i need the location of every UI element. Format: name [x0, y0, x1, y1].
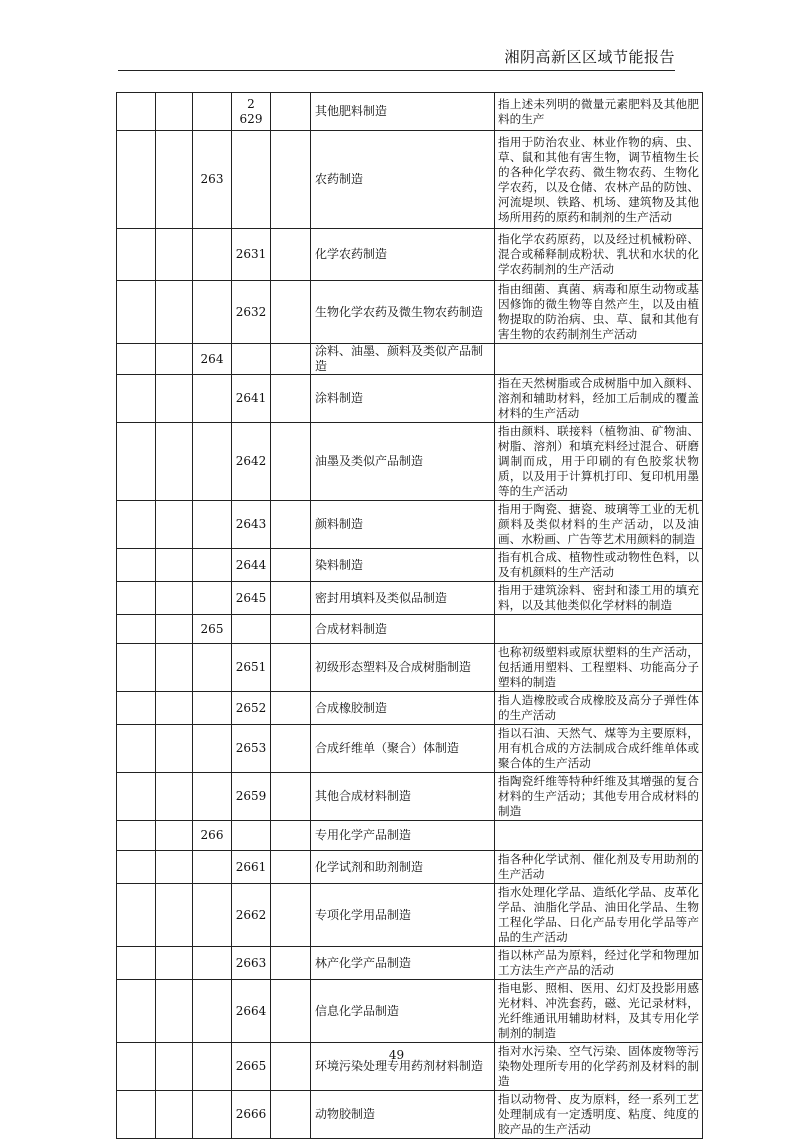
table-row — [117, 423, 703, 501]
table-row — [117, 644, 703, 692]
class-code: 2644 — [232, 549, 271, 582]
category-description: 指水处理化学品、造纸化学品、皮革化学品、油脂化学品、油田化学品、生物工程化学品、日化产品专用化学品等产品的生产活动 — [495, 884, 703, 947]
category-name: 颜料制造 — [311, 501, 495, 549]
category-description: 指电影、照相、医用、幻灯及投影用感光材料、冲洗套药，磁、光记录材料，光纤维通讯用辅助材料，及其专用化学制剂的制造 — [495, 980, 703, 1043]
category-description: 指在天然树脂或合成树脂中加入颜料、溶剂和辅助材料，经加工后制成的覆盖材料的生产活动 — [495, 375, 703, 423]
table-row — [117, 884, 703, 947]
table-row — [117, 1091, 703, 1139]
category-description: 指用于防治农业、林业作物的病、虫、草、鼠和其他有害生物，调节植物生长的各种化学农药、微生物农药、生物化学农药，以及仓储、农林产品的防蚀、河流堤坝、铁路、机场、建筑物及其他场所用药的原药和制剂的生产活动 — [495, 131, 703, 229]
class-code: 2663 — [232, 947, 271, 980]
category-name: 信息化学品制造 — [311, 980, 495, 1043]
class-code: 2659 — [232, 773, 271, 821]
table-row — [117, 501, 703, 549]
table-row — [117, 821, 703, 851]
table-row — [117, 93, 703, 131]
category-name: 专项化学用品制造 — [311, 884, 495, 947]
category-name: 油墨及类似产品制造 — [311, 423, 495, 501]
class-code: 2666 — [232, 1091, 271, 1139]
category-description: 指有机合成、植物性或动物性色料，以及有机颜料的生产活动 — [495, 549, 703, 582]
category-description: 指以动物骨、皮为原料，经一系列工艺处理制成有一定透明度、粘度、纯度的胶产品的生产活动 — [495, 1091, 703, 1139]
table-row — [117, 692, 703, 725]
category-name: 合成材料制造 — [311, 615, 495, 644]
class-code: 2642 — [232, 423, 271, 501]
class-code: 2641 — [232, 375, 271, 423]
page-header-title: 湘阴高新区区域节能报告 — [504, 48, 675, 66]
category-name: 染料制造 — [311, 549, 495, 582]
category-description: 指陶瓷纤维等特种纤维及其增强的复合材料的生产活动；其他专用合成材料的制造 — [495, 773, 703, 821]
table-row — [117, 947, 703, 980]
class-code: 2652 — [232, 692, 271, 725]
group-code: 266 — [193, 821, 232, 851]
table-row — [117, 582, 703, 615]
class-code: 2631 — [232, 229, 271, 281]
category-description: 指化学农药原药，以及经过机械粉碎、混合或稀释制成粉状、乳状和水状的化学农药制剂的生产活动 — [495, 229, 703, 281]
category-name: 环境污染处理专用药剂材料制造 — [311, 1043, 495, 1091]
category-description: 指用于建筑涂料、密封和漆工用的填充料，以及其他类似化学材料的制造 — [495, 582, 703, 615]
header-rule — [118, 70, 675, 71]
table-row — [117, 344, 703, 375]
class-code: 2 629 — [232, 93, 271, 131]
category-name: 专用化学产品制造 — [311, 821, 495, 851]
category-description — [495, 615, 703, 644]
page-number: 49 — [388, 1048, 405, 1062]
table-row — [117, 615, 703, 644]
category-description: 指用于陶瓷、搪瓷、玻璃等工业的无机颜料及类似材料的生产活动，以及油画、水粉画、广告等艺术用颜料的制造 — [495, 501, 703, 549]
category-name: 化学农药制造 — [311, 229, 495, 281]
category-description: 指各种化学试剂、催化剂及专用助剂的生产活动 — [495, 851, 703, 884]
class-code: 2664 — [232, 980, 271, 1043]
category-description: 指人造橡胶或合成橡胶及高分子弹性体的生产活动 — [495, 692, 703, 725]
category-description: 指由颜料、联接料（植物油、矿物油、树脂、溶剂）和填充料经过混合、研磨调制而成，用于印刷的有色胶浆状物质，以及用于计算机打印、复印机用墨等的生产活动 — [495, 423, 703, 501]
category-description: 指对水污染、空气污染、固体废物等污染物处理所专用的化学药剂及材料的制造 — [495, 1043, 703, 1091]
category-name: 合成橡胶制造 — [311, 692, 495, 725]
category-name: 合成纤维单（聚合）体制造 — [311, 725, 495, 773]
category-description: 指由细菌、真菌、病毒和原生动物或基因修饰的微生物等自然产生，以及由植物提取的防治病、虫、草、鼠和其他有害生物的农药制剂生产活动 — [495, 281, 703, 344]
class-code: 2645 — [232, 582, 271, 615]
category-description — [495, 344, 703, 375]
table-row — [117, 549, 703, 582]
table-row — [117, 131, 703, 229]
category-description: 指以林产品为原料，经过化学和物理加工方法生产产品的活动 — [495, 947, 703, 980]
table-row — [117, 725, 703, 773]
table-row — [117, 851, 703, 884]
table-row — [117, 980, 703, 1043]
table-row — [117, 375, 703, 423]
group-code: 265 — [193, 615, 232, 644]
category-name: 林产化学产品制造 — [311, 947, 495, 980]
class-code: 2653 — [232, 725, 271, 773]
category-description — [495, 821, 703, 851]
class-code: 2643 — [232, 501, 271, 549]
table-row — [117, 281, 703, 344]
class-code: 2662 — [232, 884, 271, 947]
category-name: 初级形态塑料及合成树脂制造 — [311, 644, 495, 692]
category-name: 其他肥料制造 — [311, 93, 495, 131]
category-name: 其他合成材料制造 — [311, 773, 495, 821]
class-code: 2632 — [232, 281, 271, 344]
category-name: 化学试剂和助剂制造 — [311, 851, 495, 884]
group-code: 264 — [193, 344, 232, 375]
class-code: 2665 — [232, 1043, 271, 1091]
category-name: 涂料制造 — [311, 375, 495, 423]
class-code: 2661 — [232, 851, 271, 884]
industry-classification-table — [116, 92, 703, 1139]
category-name: 密封用填料及类似品制造 — [311, 582, 495, 615]
category-description: 也称初级塑料或原状塑料的生产活动，包括通用塑料、工程塑料、功能高分子塑料的制造 — [495, 644, 703, 692]
table-row — [117, 773, 703, 821]
category-description: 指以石油、天然气、煤等为主要原料，用有机合成的方法制成合成纤维单体或聚合体的生产活动 — [495, 725, 703, 773]
category-name: 动物胶制造 — [311, 1091, 495, 1139]
group-code: 263 — [193, 131, 232, 229]
category-name: 涂料、油墨、颜料及类似产品制造 — [311, 344, 495, 375]
class-code: 2651 — [232, 644, 271, 692]
category-description: 指上述未列明的微量元素肥料及其他肥料的生产 — [495, 93, 703, 131]
table-row — [117, 229, 703, 281]
category-name: 农药制造 — [311, 131, 495, 229]
category-name: 生物化学农药及微生物农药制造 — [311, 281, 495, 344]
